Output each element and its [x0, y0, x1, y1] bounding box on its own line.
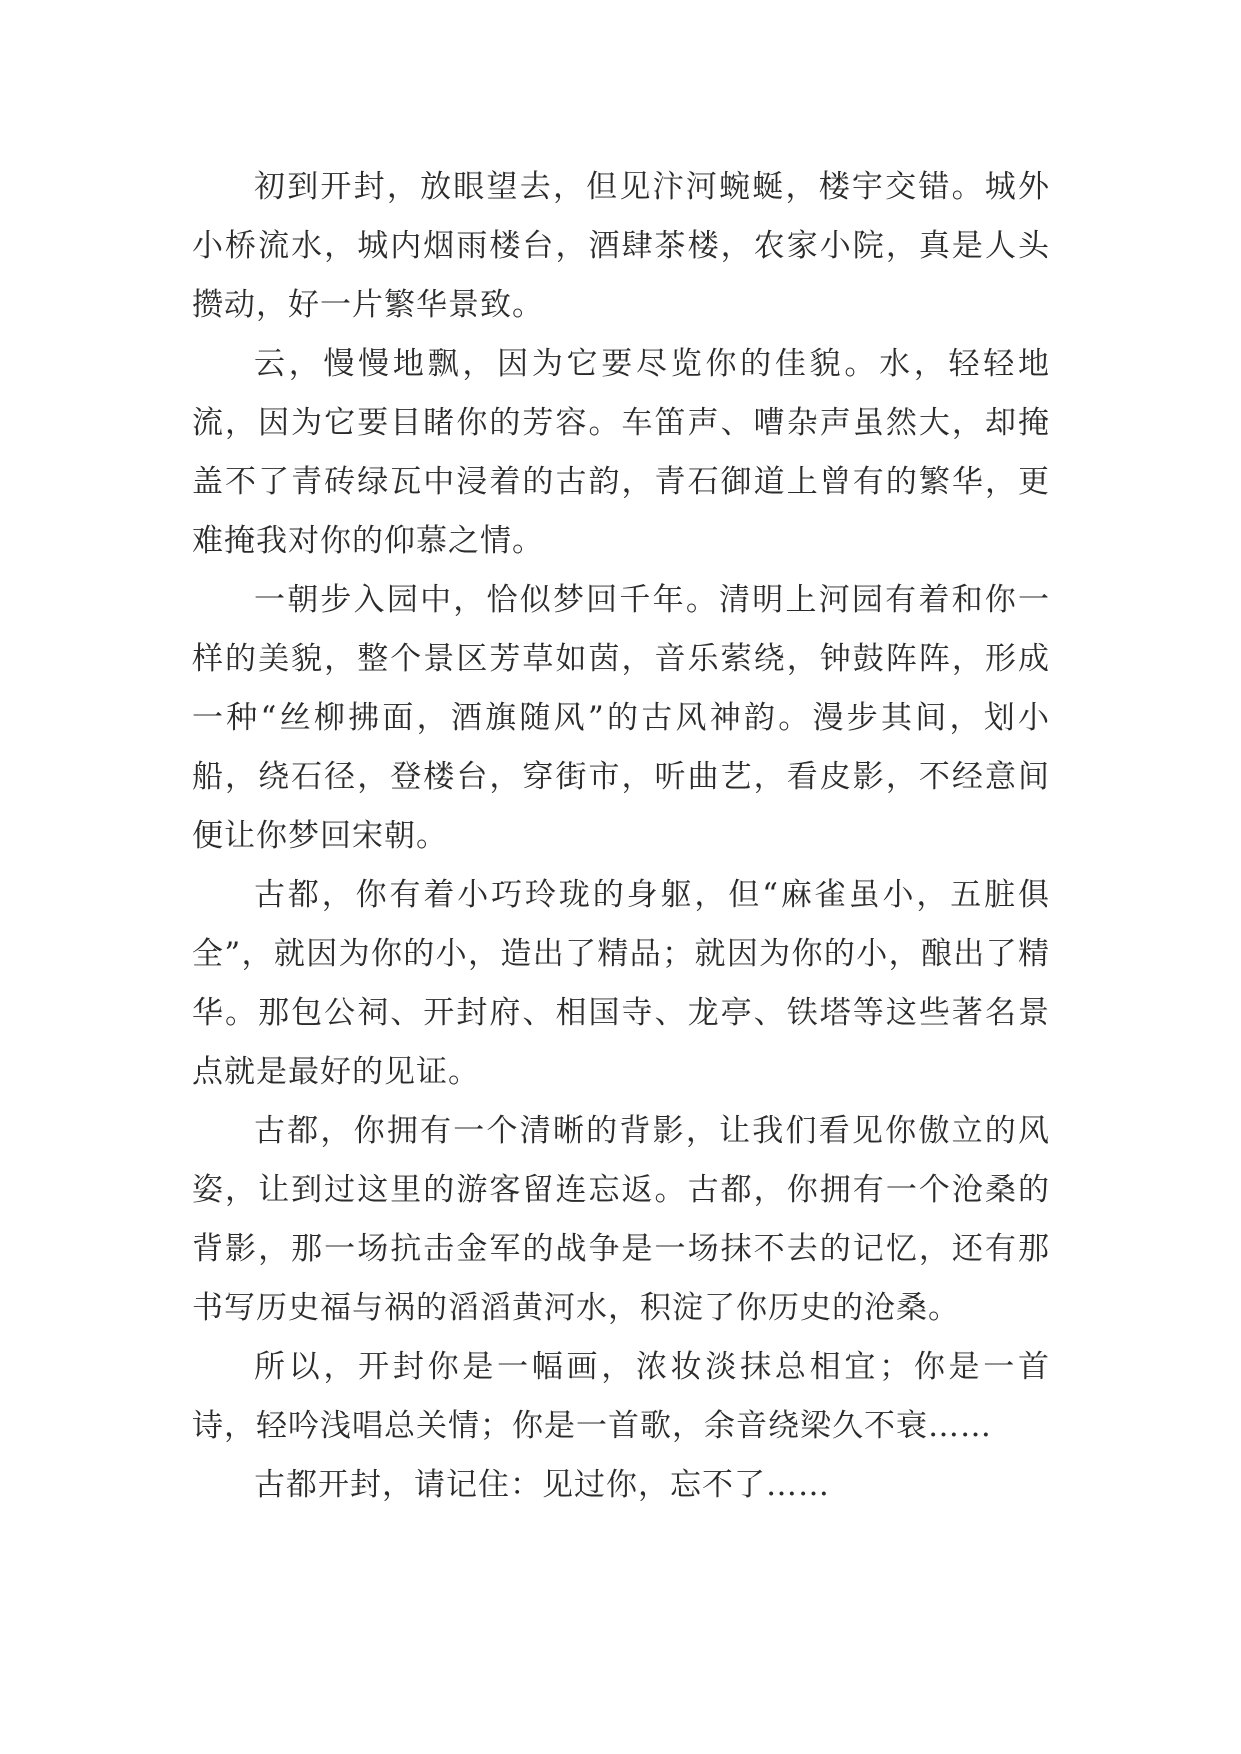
paragraph-4: 古都，你有着小巧玲珑的身躯，但“麻雀虽小，五脏俱全”，就因为你的小，造出了精品；就因为你的小，酿出了精华。那包公祠、开封府、相国寺、龙亭、铁塔等这些著名景点就是最好的见证。 — [192, 877, 1050, 1090]
paragraph-3: 一朝步入园中，恰似梦回千年。清明上河园有着和你一样的美貌，整个景区芳草如茵，音乐萦绕，钟鼓阵阵，形成一种“丝柳拂面，酒旗随风”的古风神韵。漫步其间，划小船，绕石径，登楼台，穿街市，听曲艺，看皮影，不经意间便让你梦回宋朝。 — [192, 582, 1050, 854]
paragraph-2: 云，慢慢地飘，因为它要尽览你的佳貌。水，轻轻地流，因为它要目睹你的芳容。车笛声、嘈杂声虽然大，却掩盖不了青砖绿瓦中浸着的古韵，青石御道上曾有的繁华，更难掩我对你的仰慕之情。 — [192, 346, 1050, 559]
paragraph-1: 初到开封，放眼望去，但见汴河蜿蜒，楼宇交错。城外小桥流水，城内烟雨楼台，酒肆茶楼，农家小院，真是人头攒动，好一片繁华景致。 — [192, 169, 1050, 323]
paragraph-7: 古都开封，请记住：见过你，忘不了…… — [254, 1467, 830, 1503]
paragraph-5: 古都，你拥有一个清晰的背影，让我们看见你傲立的风姿，让到过这里的游客留连忘返。古都，你拥有一个沧桑的背影，那一场抗击金军的战争是一场抹不去的记忆，还有那书写历史福与祸的滔滔黄河水，积淀了你历史的沧桑。 — [192, 1113, 1050, 1326]
paragraph-6: 所以，开封你是一幅画，浓妆淡抹总相宜；你是一首诗，轻吟浅唱总关情；你是一首歌，余音绕梁久不衰…… — [192, 1349, 1050, 1444]
article-body — [192, 158, 1050, 1515]
